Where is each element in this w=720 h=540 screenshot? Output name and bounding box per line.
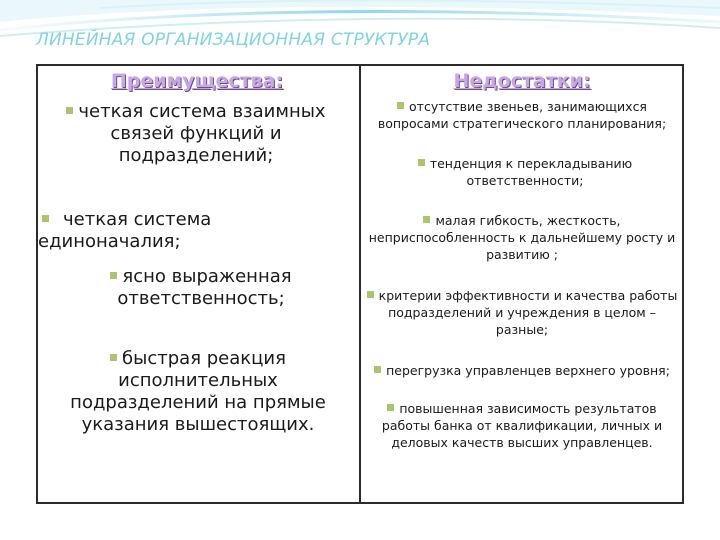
disadvantages-heading: Недостатки: xyxy=(453,70,591,92)
square-bullet-icon xyxy=(110,354,117,361)
square-bullet-icon xyxy=(374,366,381,373)
advantages-heading: Преимущества: xyxy=(110,70,284,92)
square-bullet-icon xyxy=(397,102,404,109)
disadvantage-item: тенденция к перекладыванию ответственности; xyxy=(410,155,640,189)
disadvantage-item: малая гибкость, жесткость, неприспособленность к дальнейшему росту и развитию ; xyxy=(368,213,676,262)
advantage-item: ясно выраженная ответственность; xyxy=(96,266,306,310)
disadvantage-item: критерии эффективности и качества работы подразделений и учреждения в целом – разные; xyxy=(364,287,680,338)
square-bullet-icon xyxy=(387,404,394,411)
square-bullet-icon xyxy=(423,216,430,223)
square-bullet-icon xyxy=(110,272,117,279)
square-bullet-icon xyxy=(66,107,73,114)
column-divider xyxy=(359,64,361,504)
disadvantage-item: перегрузка управленцев верхнего уровня; xyxy=(364,362,680,379)
advantage-item: четкая система взаимных связей функций и подразделений; xyxy=(56,101,336,167)
square-bullet-icon xyxy=(418,159,425,166)
slide-title: ЛИНЕЙНАЯ ОРГАНИЗАЦИОННАЯ СТРУКТУРА xyxy=(36,30,431,50)
advantage-item: быстрая реакция исполнительных подразделений на прямые указания вышестоящих. xyxy=(70,348,326,435)
square-bullet-icon xyxy=(367,291,374,298)
advantage-item: четкая система единоначалия; xyxy=(38,209,212,252)
disadvantage-item: повышенная зависимость результатов работы банка от квалификации, личных и деловых качеств высших управленцев. xyxy=(381,401,663,450)
disadvantage-item: отсутствие звеньев, занимающихся вопросами стратегического планирования; xyxy=(377,99,667,131)
square-bullet-icon xyxy=(42,215,49,222)
